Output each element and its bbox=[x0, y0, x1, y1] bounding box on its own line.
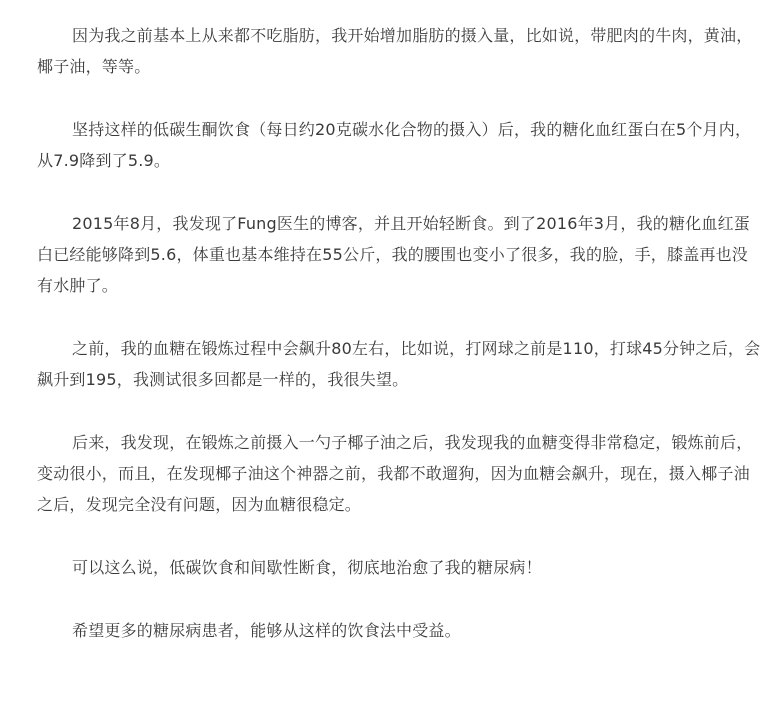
paragraph-5-line-1: 后来，我发现，在锻炼之前摄入一勺子椰子油之后，我发现我的血糖变得非常稳定，锻炼前 bbox=[72, 433, 721, 452]
paragraph-6 bbox=[37, 552, 764, 583]
paragraph-4-line-1: 之前，我的血糖在锻炼过程中会飙升80左右，比如说，打网球之前是110，打球45分钟之 bbox=[72, 339, 712, 358]
paragraph-1 bbox=[37, 20, 764, 82]
paragraph-3-line-1: 2015年8月，我发现了Fung医生的博客，并且开始轻断食。到了2016年3月，我的糖化血红 bbox=[72, 214, 734, 233]
paragraph-4-line-2: 后，会飙升到195，我测试很多回都是一样的，我很失望。 bbox=[37, 339, 761, 389]
paragraph-4 bbox=[37, 333, 764, 395]
paragraph-1-line-2: 油，椰子油，等等。 bbox=[37, 26, 753, 76]
paragraph-5 bbox=[37, 427, 764, 520]
paragraph-2 bbox=[37, 114, 764, 176]
paragraph-3 bbox=[37, 208, 764, 301]
paragraph-7 bbox=[37, 615, 764, 646]
paragraph-2-line-2: 内，从7.9降到了5.9。 bbox=[37, 120, 752, 170]
paragraph-2-line-1: 坚持这样的低碳生酮饮食（每日约20克碳水化合物的摄入）后，我的糖化血红蛋白在5个月 bbox=[72, 120, 719, 139]
paragraph-5-line-3: 入椰子油之后，发现完全没有问题，因为血糖很稳定。 bbox=[37, 464, 750, 514]
paragraph-5-line-2: 后，变动很小，而且，在发现椰子油这个神器之前，我都不敢遛狗，因为血糖会飙升，现在，摄 bbox=[37, 433, 753, 483]
paragraph-7-line-1: 希望更多的糖尿病患者，能够从这样的饮食法中受益。 bbox=[72, 621, 461, 640]
paragraph-3-line-3: 也没有水肿了。 bbox=[37, 245, 749, 295]
paragraph-1-line-1: 因为我之前基本上从来都不吃脂肪，我开始增加脂肪的摄入量，比如说，带肥肉的牛肉，黄 bbox=[72, 26, 721, 45]
paragraph-6-line-1: 可以这么说，低碳饮食和间歇性断食，彻底地治愈了我的糖尿病！ bbox=[72, 558, 542, 577]
paragraph-3-line-2: 蛋白已经能够降到5.6，体重也基本维持在55公斤，我的腰围也变小了很多，我的脸，手，膝盖再 bbox=[37, 214, 750, 264]
